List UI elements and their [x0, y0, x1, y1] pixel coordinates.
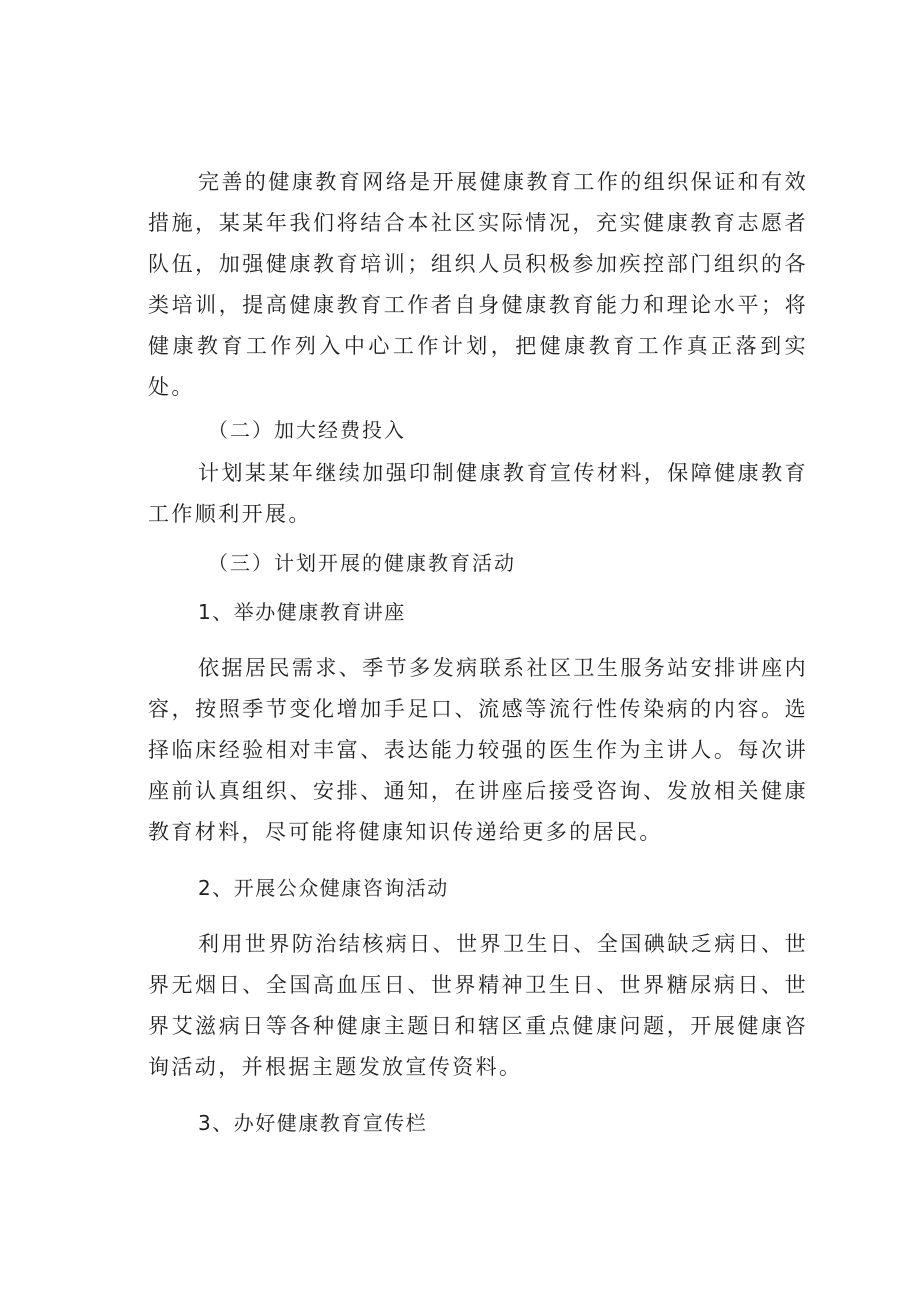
document-body [148, 162, 808, 1144]
subheading-lectures: 1、举办健康教育讲座 [198, 600, 406, 624]
section-heading-funding: （二）加大经费投入 [208, 418, 406, 442]
paragraph-consultation: 利用世界防治结核病日、世界卫生日、全国碘缺乏病日、世界无烟日、全国高血压日、世界精神卫生日、世界糖尿病日、世界艾滋病日等各种健康主题日和辖区重点健康问题，开展健康咨询活动，并根据主题发放宣传资料。 [148, 932, 808, 1079]
paragraph-network: 完善的健康教育网络是开展健康教育工作的组织保证和有效措施，某某年我们将结合本社区实际情况，充实健康教育志愿者队伍，加强健康教育培训；组织人员积极参加疾控部门组织的各类培训，提高健康教育工作者自身健康教育能力和理论水平；将健康教育工作列入中心工作计划，把健康教育工作真正落到实处。 [148, 170, 808, 399]
paragraph-funding: 计划某某年继续加强印制健康教育宣传材料，保障健康教育工作顺利开展。 [148, 461, 808, 526]
subheading-bulletin-board: 3、办好健康教育宣传栏 [198, 1111, 428, 1135]
subheading-consultation: 2、开展公众健康咨询活动 [198, 876, 449, 900]
section-heading-activities: （三）计划开展的健康教育活动 [208, 551, 516, 575]
paragraph-lectures: 依据居民需求、季节多发病联系社区卫生服务站安排讲座内容，按照季节变化增加手足口、流感等流行性传染病的内容。选择临床经验相对丰富、表达能力较强的医生作为主讲人。每次讲座前认真组织、安排、通知，在讲座后接受咨询、发放相关健康教育材料，尽可能将健康知识传递给更多的居民。 [148, 656, 808, 844]
